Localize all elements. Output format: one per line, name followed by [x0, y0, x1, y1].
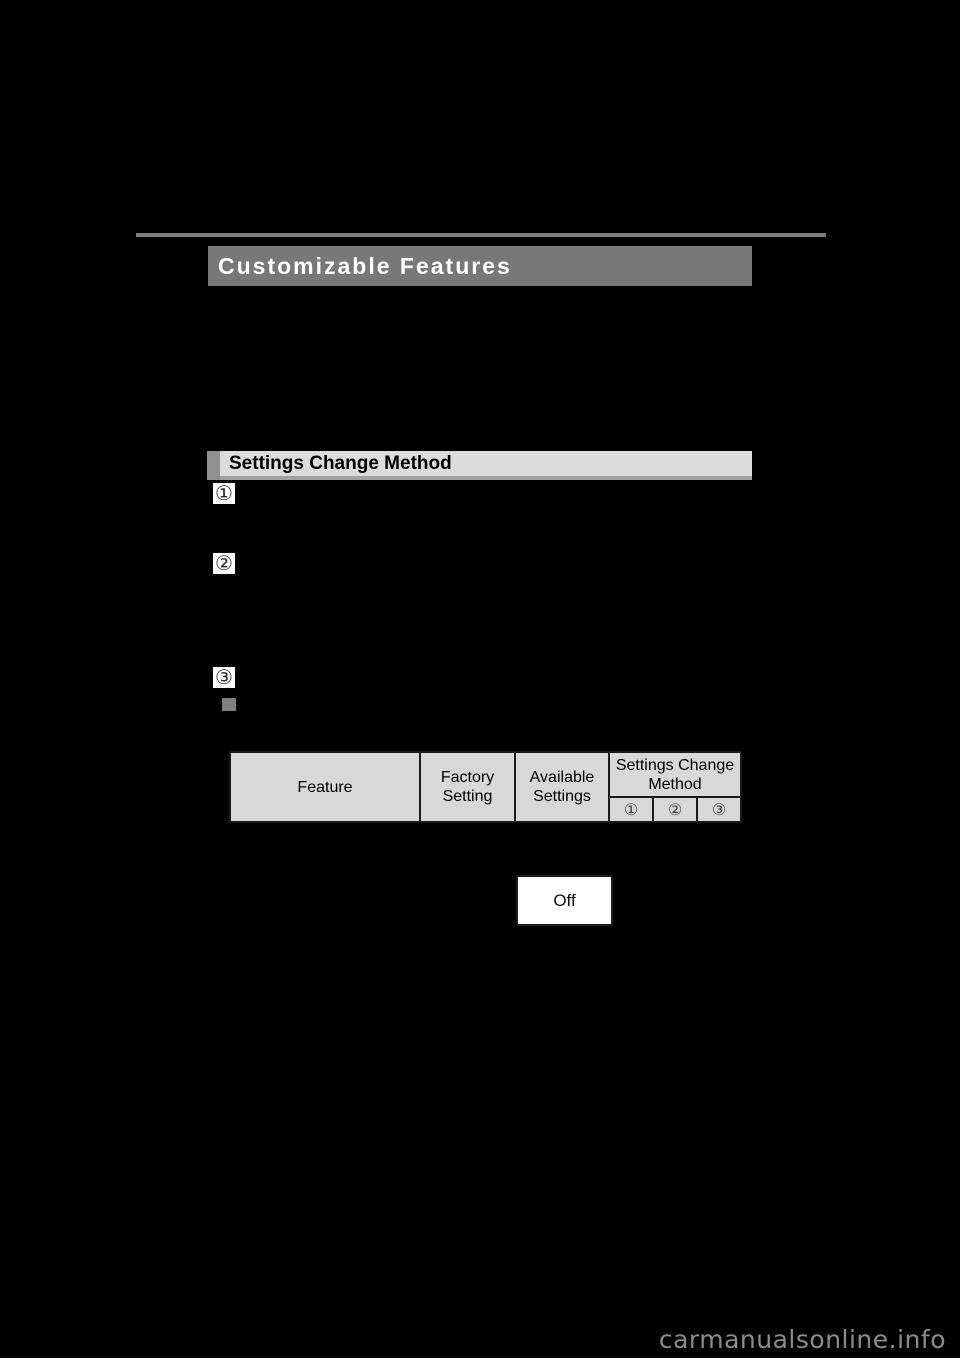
column-header-feature: Feature — [230, 752, 420, 822]
available-setting-value: Off — [553, 890, 576, 910]
horizontal-rule — [136, 233, 826, 237]
square-bullet-icon — [222, 698, 236, 711]
method-subcolumn-2-circled-number-icon: ② — [653, 797, 697, 822]
section-header-bar — [207, 451, 752, 480]
method-subcolumn-1-circled-number-icon: ① — [609, 797, 653, 822]
section-accent-mark — [207, 451, 220, 480]
column-header-settings-change-method: Settings Change Method — [609, 752, 741, 797]
section-header-background — [220, 451, 752, 480]
column-header-available-settings: Available Settings — [515, 752, 609, 822]
section-title: Settings Change Method — [229, 452, 452, 474]
method-subcolumn-3-circled-number-icon: ③ — [697, 797, 741, 822]
features-table-header — [229, 751, 742, 823]
step-1-circled-number-icon: ① — [213, 483, 235, 504]
available-setting-value-cell — [516, 875, 613, 926]
step-3-circled-number-icon: ③ — [213, 667, 235, 688]
step-2-circled-number-icon: ② — [213, 553, 235, 574]
column-header-factory-setting: Factory Setting — [420, 752, 515, 822]
chapter-title-bar — [208, 246, 752, 286]
watermark-text: carmanualsonline.info — [658, 1325, 946, 1354]
chapter-title: Customizable Features — [218, 252, 512, 279]
